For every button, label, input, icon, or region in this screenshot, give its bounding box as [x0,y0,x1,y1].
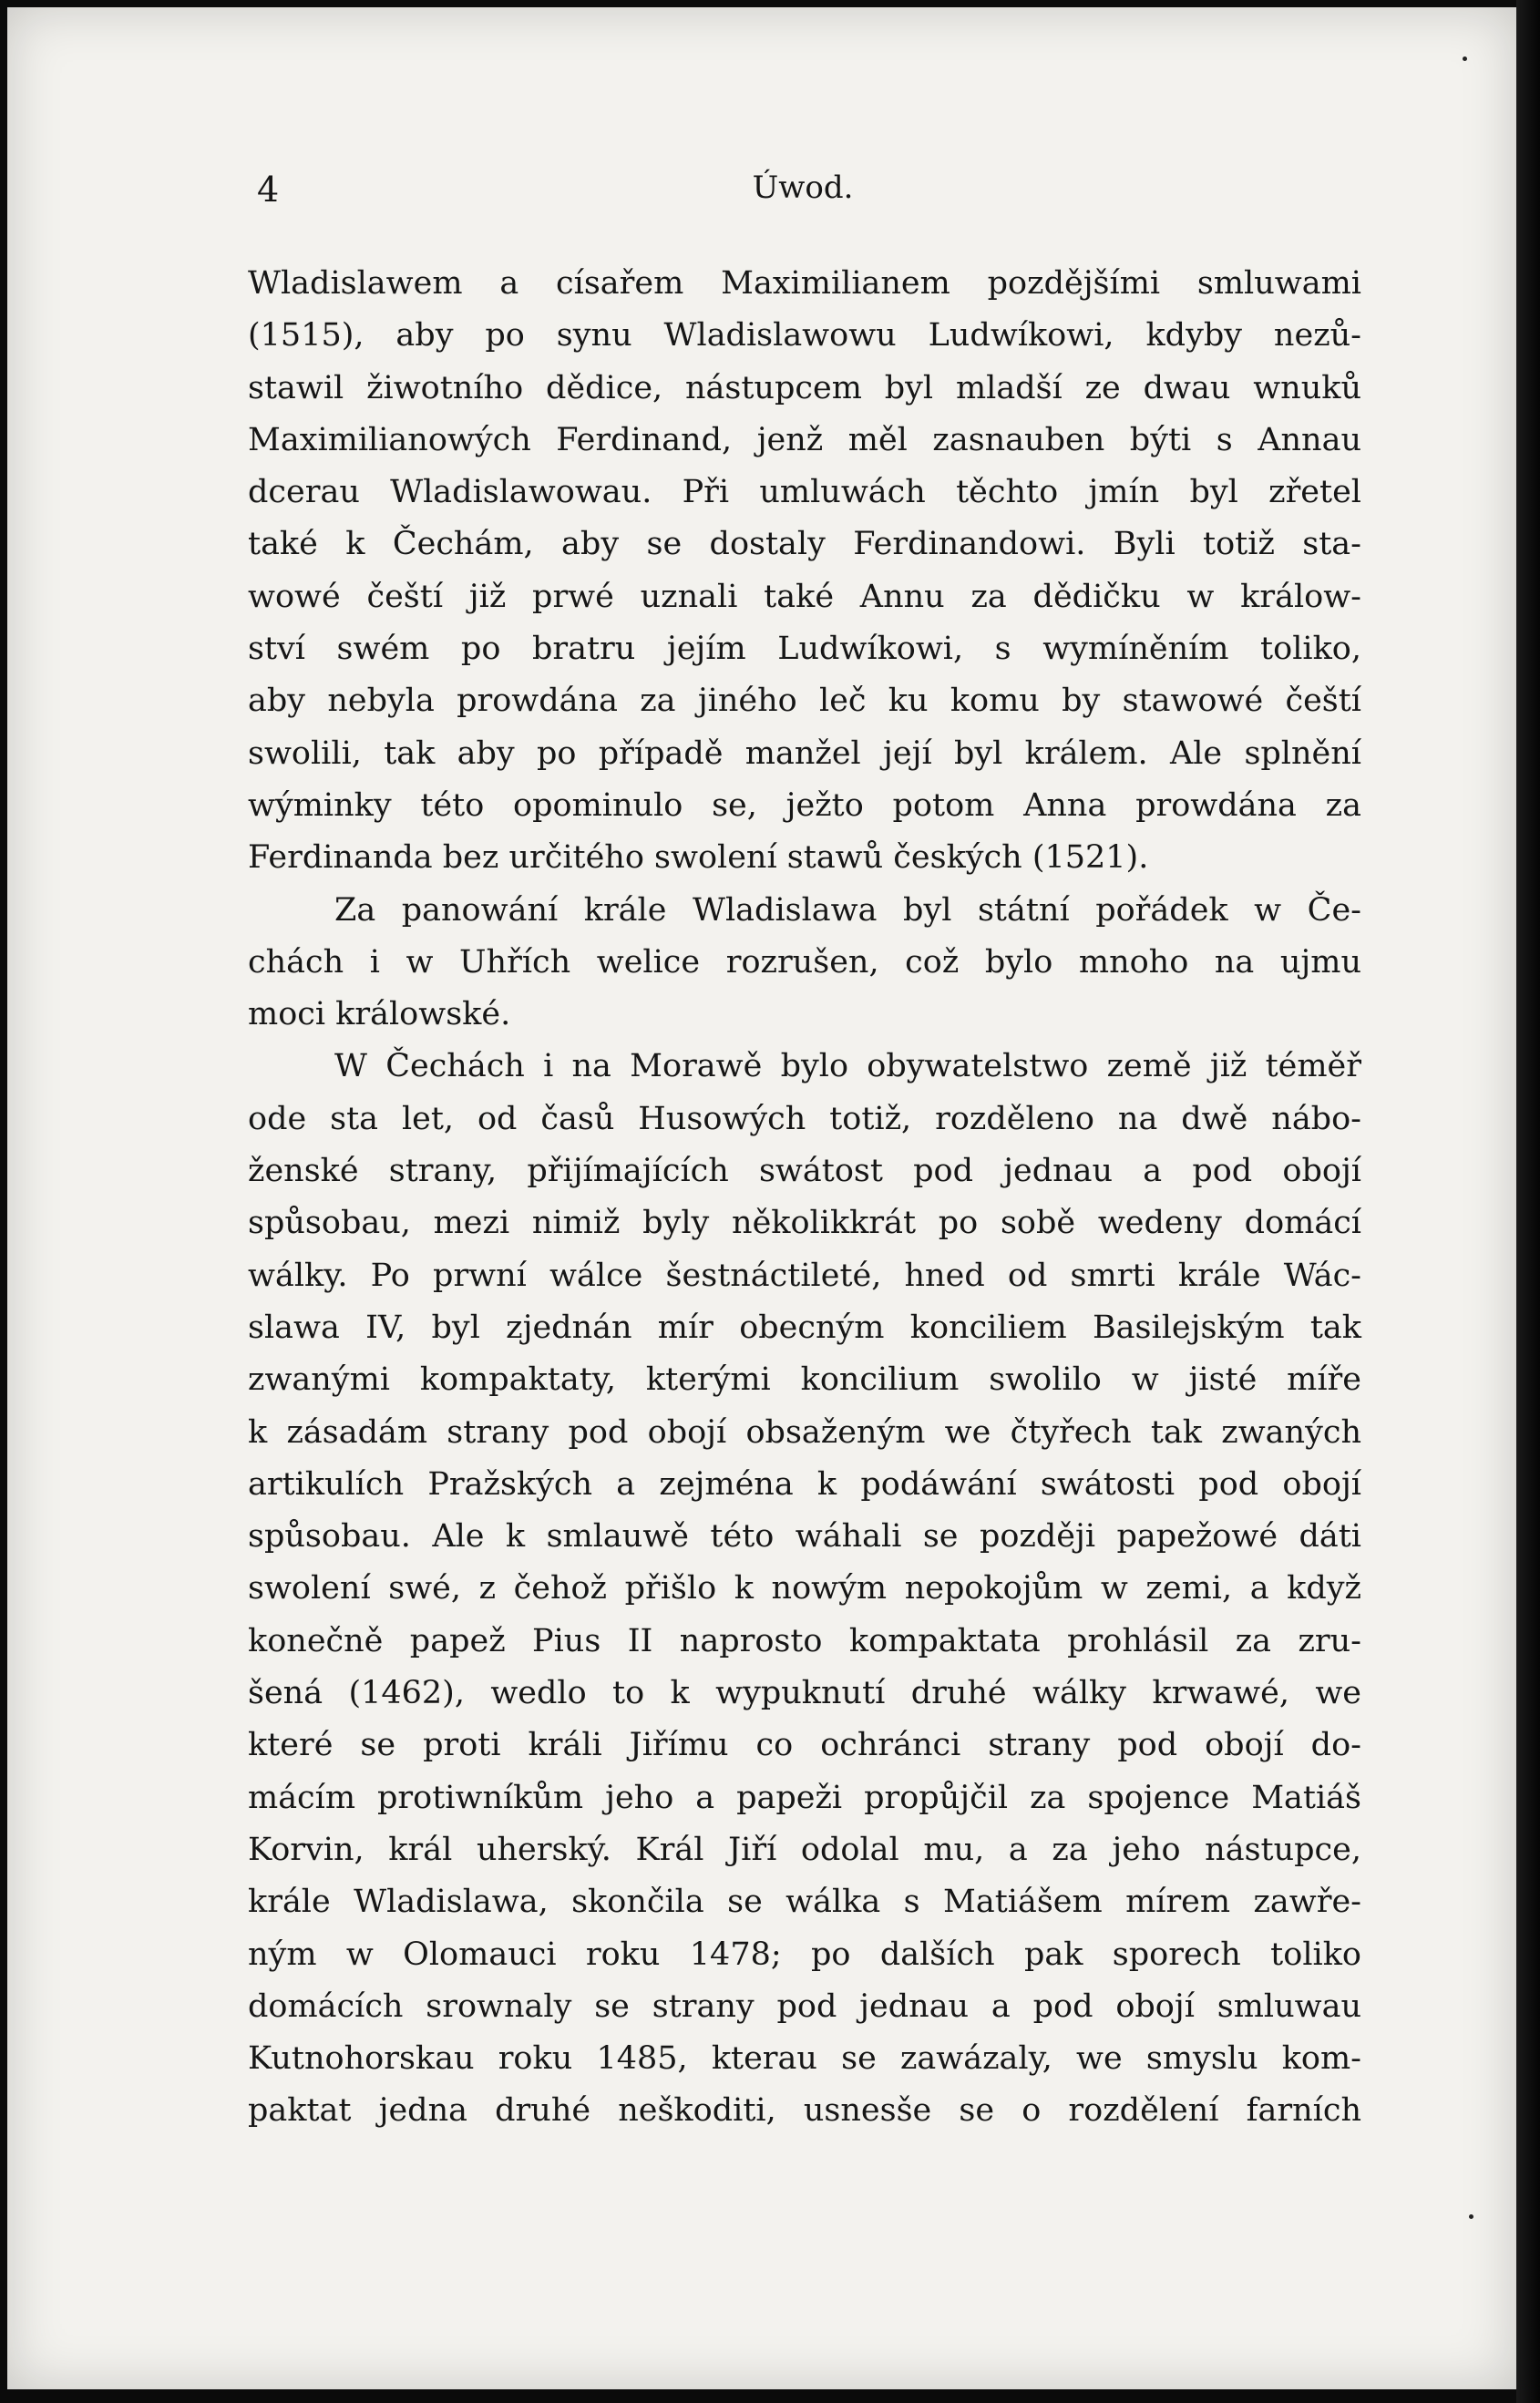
text-line: Kutnohorskau roku 1485, kterau se zawázaly, we smyslu kom- [248,2040,1361,2078]
text-line: chách i w Uhřích welice rozrušen, což bylo mnoho na ujmu [248,943,1361,981]
text-line: ným w Olomauci roku 1478; po dalších pak sporech toliko [248,1936,1361,1973]
text-line: spůsobau. Ale k smlauwě této wáhali se později papežowé dáti [248,1518,1361,1556]
text-line: slawa IV, byl zjednán mír obecným konciliem Basilejským tak [248,1309,1361,1346]
text-line: dcerau Wladislawowau. Při umluwách těchto jmín byl zřetel [248,474,1361,511]
scan-speck [1469,2214,1473,2219]
text-line: mácím protiwníkům jeho a papeži propůjčil za spojence Matiáš [248,1779,1361,1816]
text-line: wýminky této opominulo se, ježto potom Anna prowdána za [248,786,1361,824]
text-line: paktat jedna druhé neškoditi, usnesše se o rozdělení farních [248,2092,1361,2130]
text-line: Ferdinanda bez určitého swolení stawů českých (1521). [248,839,1149,877]
text-line: spůsobau, mezi nimiž byly několikkrát po sobě wedeny domácí [248,1205,1361,1242]
scan-edge [1516,0,1540,2403]
text-line: Za panowání krále Wladislawa byl státní pořádek w Če- [334,891,1361,929]
text-line: stawil žiwotního dědice, nástupcem byl mladší ze dwau wnuků [248,369,1361,406]
text-line: swolili, tak aby po případě manžel její byl králem. Ale splnění [248,734,1361,772]
text-line: ženské strany, přijímajících swátost pod jednau a pod obojí [248,1153,1361,1190]
text-line: moci králowské. [248,996,511,1033]
text-line: (1515), aby po synu Wladislawowu Ludwíkowi, kdyby nezů- [248,317,1361,354]
text-line: ode sta let, od časů Husowých totiž, rozděleno na dwě nábo- [248,1100,1361,1137]
page-header [246,169,1360,215]
text-line: artikulích Pražských a zejména k podáwání swátosti pod obojí [248,1465,1361,1503]
text-line: Wladislawem a císařem Maximilianem pozdějšími smluwami [248,265,1361,302]
text-line: wowé čeští již prwé uznali také Annu za dědičku w králow- [248,578,1361,615]
scan-speck [1463,56,1467,61]
text-line: které se proti králi Jiřímu co ochránci strany pod obojí do- [248,1727,1361,1764]
text-line: swolení swé, z čehož přišlo k nowým nepokojům w zemi, a když [248,1570,1361,1607]
text-line: také k Čechám, aby se dostaly Ferdinandowi. Byli totiž sta- [248,526,1361,563]
text-line: k zásadám strany pod obojí obsaženým we čtyřech tak zwaných [248,1413,1361,1451]
running-head: Úwod. [752,169,854,206]
body-text [248,258,1361,2138]
text-line: ství swém po bratru jejím Ludwíkowi, s wymíněním toliko, [248,631,1361,668]
text-line: Maximilianowých Ferdinand, jenž měl zasnauben býti s Annau [248,421,1361,458]
text-line: Korvin, král uherský. Král Jiří odolal mu, a za jeho nástupce, [248,1831,1361,1868]
text-line: šená (1462), wedlo to k wypuknutí druhé wálky krwawé, we [248,1675,1361,1712]
text-line: krále Wladislawa, skončila se wálka s Matiášem mírem zawře- [248,1884,1361,1921]
text-line: aby nebyla prowdána za jiného leč ku komu by stawowé čeští [248,683,1361,720]
text-line: wálky. Po prwní wálce šestnáctileté, hned od smrti krále Wác- [248,1257,1361,1294]
page-number: 4 [257,169,280,210]
text-line: zwanými kompaktaty, kterými koncilium swolilo w jisté míře [248,1361,1361,1399]
text-line: domácích srownaly se strany pod jednau a pod obojí smluwau [248,1987,1361,2025]
text-line: W Čechách i na Morawě bylo obywatelstwo země již téměř [334,1048,1361,1085]
text-line: konečně papež Pius II naprosto kompaktata prohlásil za zru- [248,1622,1361,1659]
